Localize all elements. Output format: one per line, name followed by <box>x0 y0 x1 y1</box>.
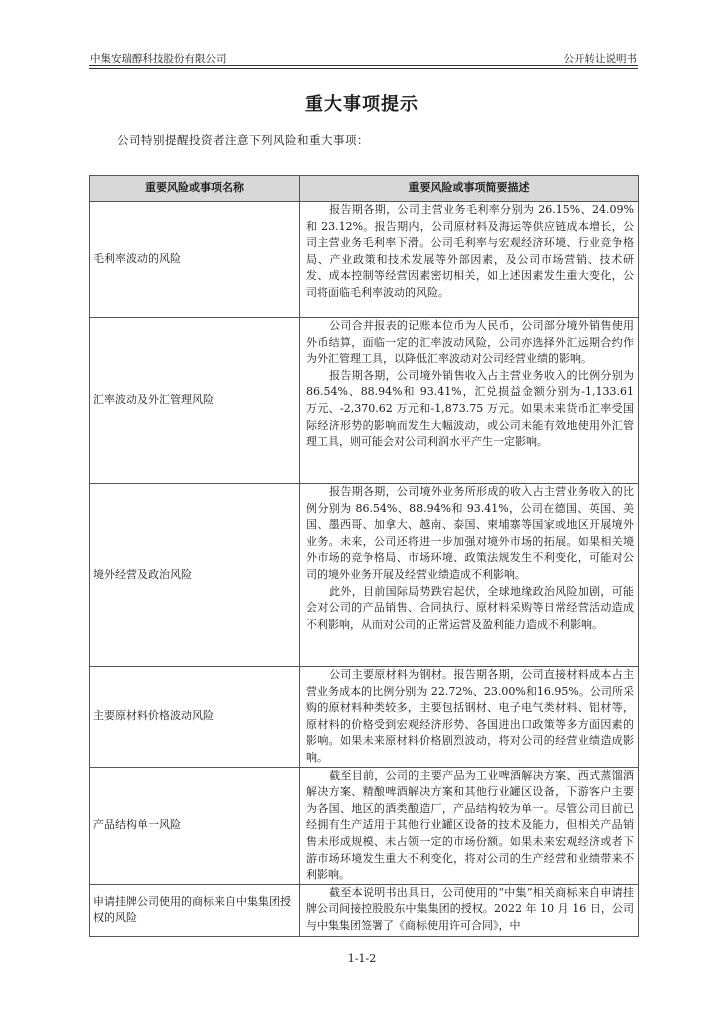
risk-description <box>300 318 639 484</box>
risk-table <box>89 175 639 937</box>
column-header-risk-name: 重要风险或事项名称 <box>90 176 300 202</box>
description-paragraph: 截至目前，公司的主要产品为工业啤酒解决方案、西式蒸馏酒解决方案、精酿啤酒解决方案和其他行业罐区设备，下游客户主要为各国、地区的酒类酿造厂，产品结构较为单一。尽管公司目前已经拥有生产适用于其他行业罐区设备的技术及能力，但相关产品销售未形成规模、未占领一定的市场份额。如果未来宏观经济或者下游市场环境发生重大不利变化，将对公司的生产经营和业绩带来不利影响。 <box>306 768 634 882</box>
risk-description <box>300 767 639 884</box>
risk-name: 毛利率波动的风险 <box>90 202 300 318</box>
description-paragraph: 报告期各期，公司境外销售收入占主营业务收入的比例分别为 86.54%、88.94%和 93.41%，汇兑损益金额分别为-1,133.61 万元、-2,370.62 万元和-1,873.75 万元。如果未来货币汇率受国际经济形势的影响而发生大幅波动，或公司未能有效地使用外汇管理工具，则可能会对公司利润水平产生一定影响。 <box>306 368 634 449</box>
page-title: 重大事项提示 <box>305 94 419 115</box>
table-row <box>90 202 639 318</box>
page-header <box>89 47 638 65</box>
table-row <box>90 884 639 936</box>
header-document-type: 公开转让说明书 <box>563 53 637 65</box>
risk-name: 境外经营及政治风险 <box>90 484 300 667</box>
risk-name: 主要原材料价格波动风险 <box>90 667 300 768</box>
description-paragraph: 报告期各期，公司境外业务所形成的收入占主营业务收入的比例分别为 86.54%、88.94%和 93.41%，公司在德国、英国、美国、墨西哥、加拿大、越南、泰国、柬埔寨等国家或地区开展境外业务。未来，公司还将进一步加强对境外市场的拓展。如果相关境外市场的竞争格局、市场环境、政策法规发生不利变化，可能对公司的境外业务开展及经营业绩造成不利影响。 <box>306 485 634 581</box>
header-company-name: 中集安瑞醇科技股份有限公司 <box>90 53 227 65</box>
table-row <box>90 484 639 667</box>
table-row <box>90 318 639 484</box>
risk-description <box>300 484 639 667</box>
risk-description <box>300 884 639 936</box>
risk-name: 产品结构单一风险 <box>90 767 300 884</box>
description-paragraph: 公司合并报表的记账本位币为人民币，公司部分境外销售使用外币结算，面临一定的汇率波动风险，公司亦选择外汇远期合约作为外汇管理工具，以降低汇率波动对公司经营业绩的影响。 <box>306 319 634 366</box>
risk-description <box>300 202 639 318</box>
description-paragraph: 报告期各期，公司主营业务毛利率分别为 26.15%、24.09%和 23.12%。报告期内，公司原材料及海运等供应链成本增长，公司主营业务毛利率下滑。公司毛利率与宏观经济环境、行业竞争格局、产业政策和技术发展等外部因素，及公司市场营销、技术研发、成本控制等经营因素密切相关，如上述因素发生重大变化，公司将面临毛利率波动的风险。 <box>306 203 634 299</box>
intro-text: 公司特别提醒投资者注意下列风险和重大事项： <box>117 133 369 147</box>
description-paragraph: 此外，目前国际局势跌宕起伏，全球地缘政治风险加剧，可能会对公司的产品销售、合同执行、原材料采购等日常经营活动造成不利影响，从而对公司的正常运营及盈利能力造成不利影响。 <box>306 584 634 631</box>
table-row <box>90 767 639 884</box>
table-row <box>90 667 639 768</box>
description-paragraph: 截至本说明书出具日，公司使用的“中集”相关商标来自申请挂牌公司间接控股股东中集集团的授权。2022 年 10 月 16 日，公司与中集集团签署了《商标使用许可合同》，中 <box>306 885 634 932</box>
header-rule-thin <box>89 68 638 69</box>
table-header-row <box>90 176 639 202</box>
description-paragraph: 公司主要原材料为钢材。报告期各期，公司直接材料成本占主营业务成本的比例分别为 22.72%、23.00%和16.95%。公司所采购的原材料种类较多，主要包括钢材、电子电气类材料、铝材等，原材料的价格受到宏观经济形势、各国进出口政策等多方面因素的影响。如果未来原材料价格剧烈波动，将对公司的经营业绩造成影响。 <box>306 668 634 764</box>
risk-description <box>300 667 639 768</box>
risk-name: 申请挂牌公司使用的商标来自中集集团授权的风险 <box>90 884 300 936</box>
risk-name: 汇率波动及外汇管理风险 <box>90 318 300 484</box>
column-header-risk-description: 重要风险或事项简要描述 <box>300 176 639 202</box>
page-number: 1-1-2 <box>347 952 377 965</box>
header-rule-thick <box>89 65 638 66</box>
